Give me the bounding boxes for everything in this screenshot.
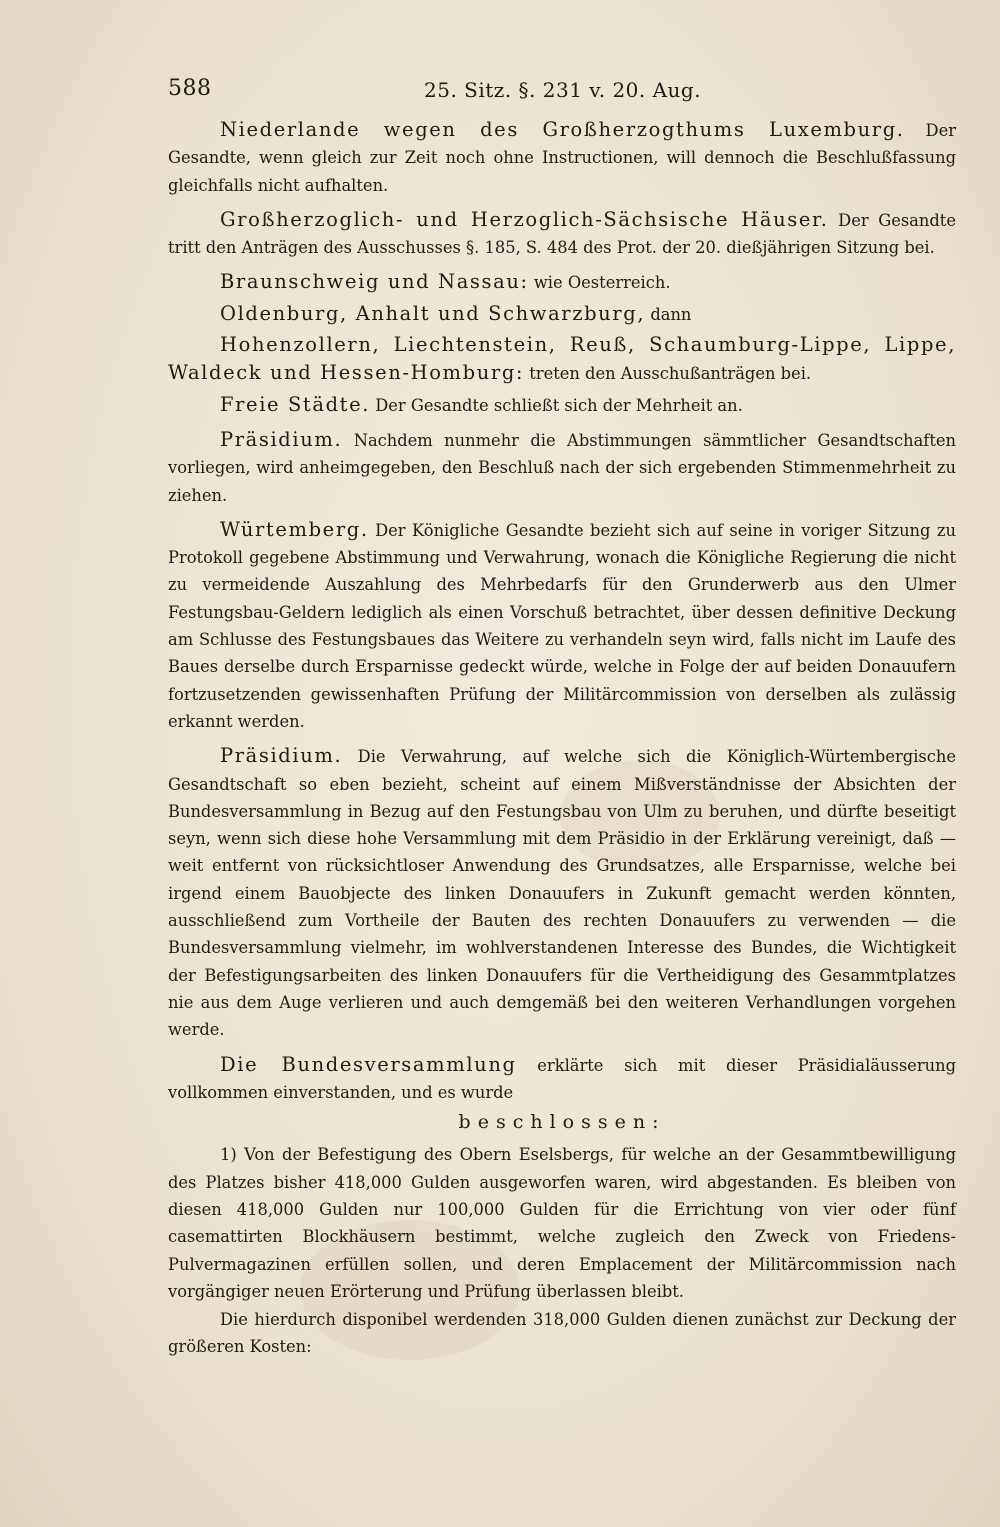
paragraph-label: Freie Städte. [220,392,371,416]
paragraph [168,331,956,388]
paragraph-label: Großherzoglich- und Herzoglich-Sächsische Häuser. [220,207,829,231]
paragraph-text: Der Königliche Gesandte bezieht sich auf seine in voriger Sitzung zu Protokoll gegebene Abstimmung und Verwahrung, wonach die Königliche Regierung die nicht zu vermeidende Auszahlung des Mehrbedarfs für den Grunderwerb aus den Ulmer Festungsbau-Geldern lediglich als einen Vorschuß betrachtet, über dessen definitive Deckung am Schlusse des Festungsbaues das Weitere zu verhandeln seyn wird, falls nicht im Laufe des Baues derselbe durch Ersparnisse gedeckt würde, welche in Folge der auf beiden Donauufern fortzusetzenden gewissenhaften Prüfung der Militärcommission von derselben als zulässig erkannt werden. [168,520,956,731]
paragraph-label: Präsidium. [220,427,343,451]
paragraph-text: wie Oesterreich. [528,273,671,293]
paragraph-text: erklärte sich mit dieser Präsidialäusserung vollkommen einverstanden, und es wurde [168,1055,956,1102]
resolution-item: 1) Von der Befestigung des Obern Eselsbergs, für welche an der Gesammtbewilligung des Platzes bisher 418,000 Gulden ausgeworfen waren, wird abgestanden. Es bleiben von diesen 418,000 Gulden nur 100,000 Gulden für die Errichtung von vier oder fünf casemattirten Blockhäusern bestimmt, welche zugleich den Zweck von Friedens-Pulvermagazinen erfüllen sollen, und deren Emplacement der Militärcommission nach vorgängiger neuen Erörterung und Prüfung überlassen bleibt. [168,1145,956,1301]
paragraph-text: Der Gesandte, wenn gleich zur Zeit noch ohne Instructionen, will dennoch die Beschlußfassung gleichfalls nicht aufhalten. [168,121,956,195]
paragraph-label: Präsidium. [220,744,343,768]
paragraph-label: Oldenburg, Anhalt und Schwarzburg, [220,301,646,325]
paragraph-text: treten den Ausschußanträgen bei. [524,364,812,384]
paragraph [168,206,956,262]
paragraph-label: Würtemberg. [220,517,369,541]
paragraph-text: Der Gesandte tritt den Anträgen des Ausschusses §. 185, S. 484 des Prot. der 20. dießjährigen Sitzung bei. [168,210,956,258]
resolution-heading: beschlossen: [458,1111,666,1134]
paragraph-text: Die Verwahrung, auf welche sich die Königlich-Würtembergische Gesandtschaft so eben bezieht, scheint auf einem Mißverständnisse der Absichten der Bundesversammlung in Bezug auf den Festungsbau von Ulm zu beruhen, und dürfte beseitigt seyn, wenn sich diese hohe Versammlung mit dem Präsidio in der Erklärung vereinigt, daß — weit entfernt von rücksichtloser Anwendung des Grundsatzes, alle Ersparnisse, welche bei irgend einem Bauobjecte des linken Donauufers in Zukunft gemacht werden könnten, ausschließend zum Vortheile der Bauten des rechten Donauufers zu verwenden — die Bundesversammlung vielmehr, im wohlverstandenen Interesse des Bundes, die Wichtigkeit der Befestigungsarbeiten des linken Donauufers für die Vertheidigung des Gesammtplatzes nie aus dem Auge verlieren und auch demgemäß bei den weiteren Verhandlungen vorgehen werde. [168,747,956,1040]
paragraph-text: Der Gesandte schließt sich der Mehrheit an. [370,395,743,415]
paragraph [168,116,956,199]
paragraph-label: Die Bundesversammlung [220,1052,517,1076]
running-head: 25. Sitz. §. 231 v. 20. Aug. [424,78,702,102]
page-header [168,76,960,104]
paragraph-text: Nachdem nunmehr die Abstimmungen sämmtlicher Gesandtschaften vorliegen, wird anheimgegeben, den Beschluß nach der sich ergebenden Stimmenmehrheit zu ziehen. [168,430,956,505]
paragraph-label: Niederlande wegen des Großherzogthums Luxemburg. [220,118,905,141]
paragraph [168,300,956,328]
page-number: 588 [168,76,212,101]
paragraph [168,516,956,735]
paragraph [168,268,956,296]
paragraph [168,1051,956,1107]
paragraph [168,426,956,509]
paragraph-label: Hohenzollern, Liechtenstein, Reuß, Schaumburg-Lippe, Lippe, Waldeck und Hessen-Homburg: [168,333,956,385]
body-text [168,116,956,1362]
paragraph [168,391,956,419]
paragraph [168,742,956,1043]
paragraph-label: Braunschweig und Nassau: [220,270,529,294]
resolution-item: Die hierdurch disponibel werdenden 318,000 Gulden dienen zunächst zur Deckung der größeren Kosten: [168,1310,956,1357]
paragraph-text: dann [645,304,692,324]
